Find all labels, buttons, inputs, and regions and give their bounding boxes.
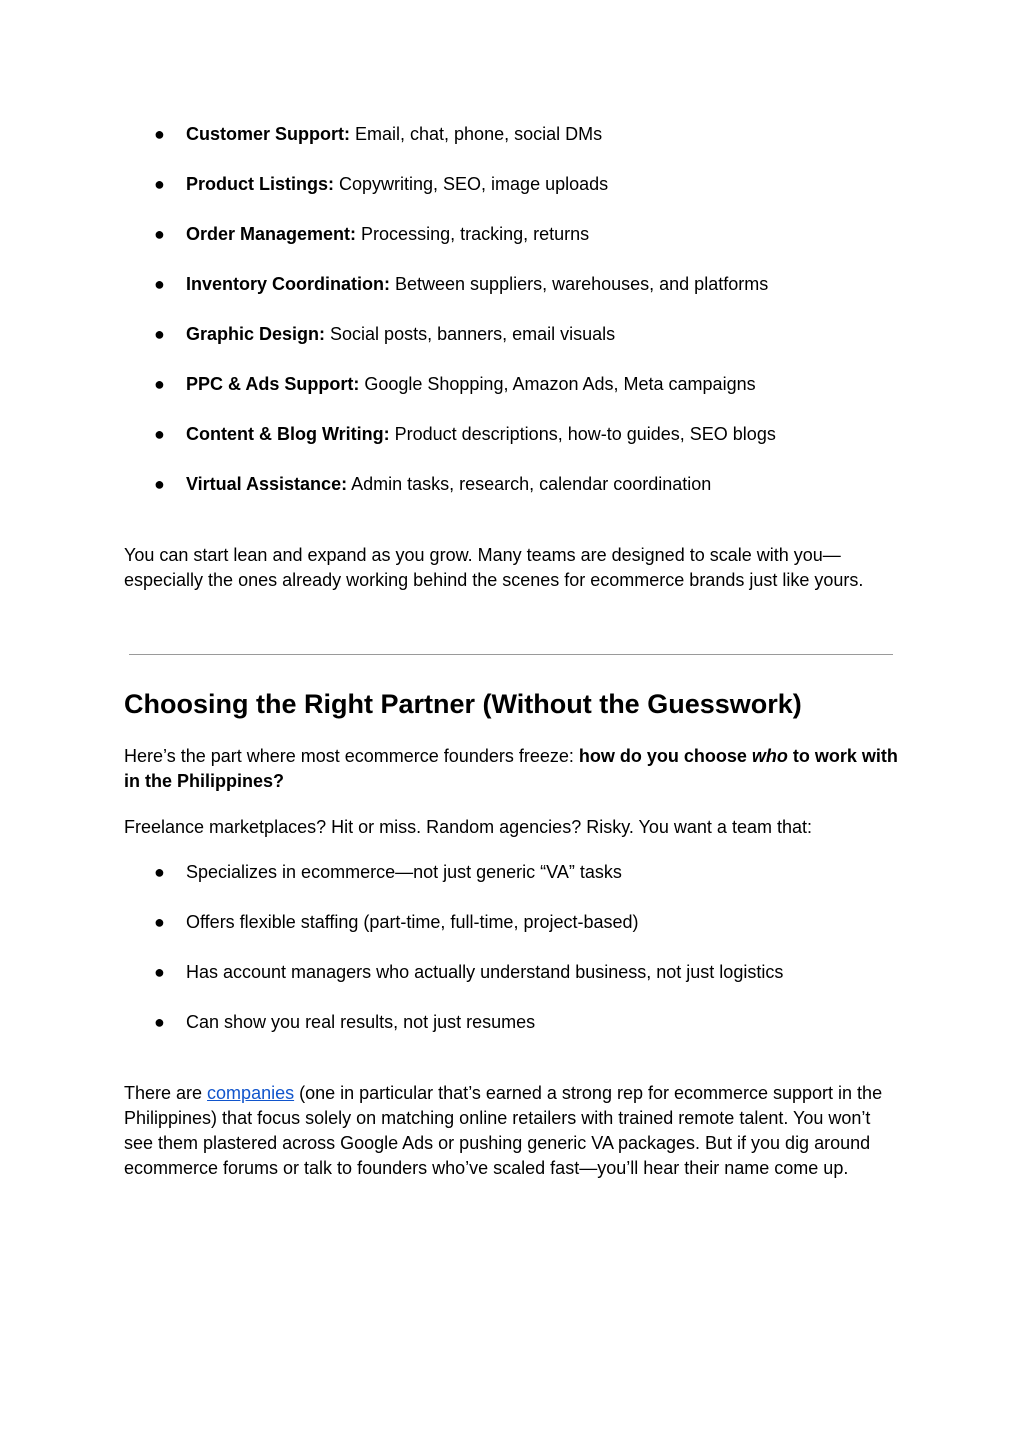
closing-before-link: There are [124,1083,208,1103]
service-label: Virtual Assistance: [186,474,348,494]
intro-question-end: to work with in the Philippines? [124,746,898,791]
companies-link[interactable]: companies [207,1083,295,1103]
service-label: Customer Support: [186,124,350,144]
bullet-icon: ● [154,962,165,982]
horizontal-divider [129,654,893,655]
service-label: Graphic Design: [186,324,326,344]
service-label: Order Management: [186,224,357,244]
bullet-icon: ● [154,274,165,294]
criteria-text: Has account managers who actually understand business, not just logistics [186,962,784,982]
bullet-icon: ● [154,174,165,194]
service-desc: Copywriting, SEO, image uploads [334,174,609,194]
intro-paragraph [124,744,904,794]
bullet-icon: ● [154,124,165,144]
closing-paragraph [124,1081,904,1181]
section-heading: Choosing the Right Partner (Without the Guesswork) [124,689,802,719]
service-desc: Social posts, banners, email visuals [325,324,616,344]
service-label: Product Listings: [186,174,334,194]
service-label: Inventory Coordination: [186,274,390,294]
bullet-icon: ● [154,324,165,344]
bullet-icon: ● [154,374,165,394]
service-desc: Between suppliers, warehouses, and platforms [390,274,769,294]
service-label: PPC & Ads Support: [186,374,360,394]
service-desc: Product descriptions, how-to guides, SEO blogs [389,424,776,444]
service-desc: Google Shopping, Amazon Ads, Meta campaigns [359,374,756,394]
bullet-icon: ● [154,474,165,494]
service-desc: Processing, tracking, returns [356,224,590,244]
criteria-text: Can show you real results, not just resumes [186,1012,536,1032]
service-desc: Admin tasks, research, calendar coordination [347,474,712,494]
bullet-icon: ● [154,1012,165,1032]
criteria-text: Specializes in ecommerce—not just generic “VA” tasks [186,862,622,882]
bullet-icon: ● [154,912,165,932]
intro-question-start: how do you choose [578,746,752,766]
bullet-icon: ● [154,862,165,882]
intro-lead: Here’s the part where most ecommerce founders freeze: [124,746,579,766]
marketplace-paragraph: Freelance marketplaces? Hit or miss. Random agencies? Risky. You want a team that: [124,817,812,837]
bullet-icon: ● [154,224,165,244]
service-label: Content & Blog Writing: [186,424,390,444]
service-desc: Email, chat, phone, social DMs [350,124,603,144]
criteria-text: Offers flexible staffing (part-time, full-time, project-based) [186,912,639,932]
scale-paragraph: You can start lean and expand as you grow. Many teams are designed to scale with you—especially the ones already working behind the scenes for ecommerce brands just like yours. [124,545,864,590]
intro-question-emphasis: who [751,746,788,766]
closing-after-link: (one in particular that’s earned a strong rep for ecommerce support in the Philippines) that focus solely on matching online retailers with trained remote talent. You won’t see them plastered across Google Ads or pushing generic VA packages. But if you dig around ecommerce forums or talk to founders who’ve scaled fast—you’ll hear their name come up. [124,1083,883,1178]
bullet-icon: ● [154,424,165,444]
